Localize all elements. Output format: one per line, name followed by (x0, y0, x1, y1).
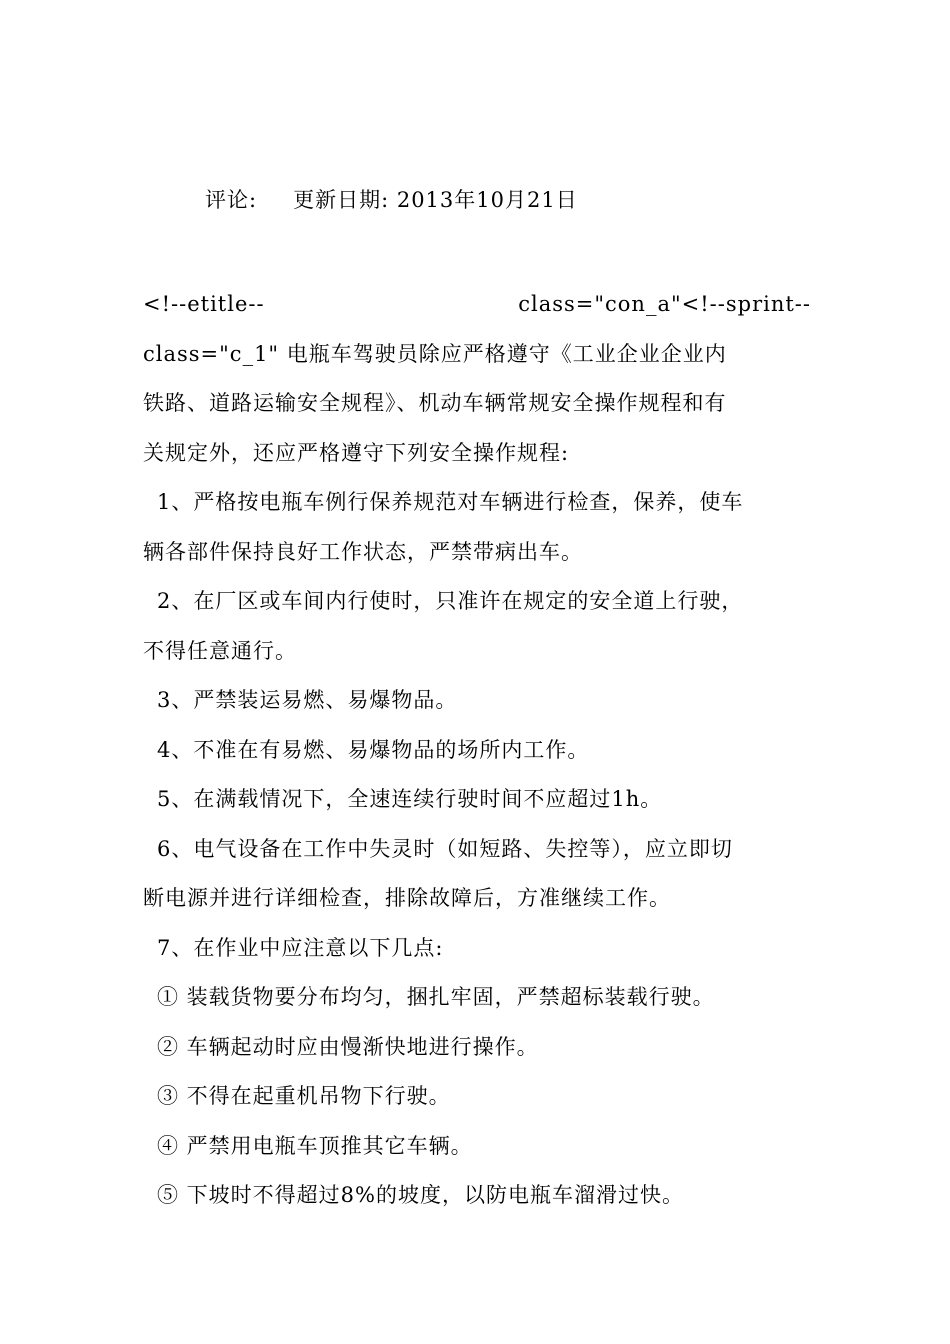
body-text (143, 280, 811, 1221)
rule-6-line-1: 6、电气设备在工作中失灵时（如短路、失控等），应立即切 (157, 836, 733, 861)
subrule-1: ① 装载货物要分布均匀，捆扎牢固，严禁超标装载行驶。 (157, 985, 715, 1009)
meta-line (205, 183, 578, 217)
updated-date: 更新日期: 2013年10月21日 (293, 188, 578, 212)
rule-5: 5、在满载情况下，全速连续行驶时间不应超过1h。 (157, 787, 663, 811)
intro-line-3: 铁路、道路运输安全规程》、机动车辆常规安全操作规程和有 (143, 391, 727, 415)
code-fragment-left: <!--etitle-- (143, 292, 265, 316)
comment-label: 评论: (205, 188, 258, 212)
intro-line-1 (143, 280, 811, 330)
subrule-5: ⑤ 下坡时不得超过8%的坡度，以防电瓶车溜滑过快。 (157, 1183, 684, 1207)
rule-2-line-2: 不得任意通行。 (143, 638, 297, 663)
rule-4: 4、不准在有易燃、易爆物品的场所内工作。 (157, 737, 590, 762)
subrule-3: ③ 不得在起重机吊物下行驶。 (157, 1084, 451, 1108)
rule-7: 7、在作业中应注意以下几点: (157, 935, 444, 960)
rule-1-line-2: 辆各部件保持良好工作状态，严禁带病出车。 (143, 539, 583, 564)
subrule-2: ② 车辆起动时应由慢渐快地进行操作。 (157, 1034, 539, 1059)
intro-line-4: 关规定外，还应严格遵守下列安全操作规程: (143, 440, 570, 465)
rule-1-line-1: 1、严格按电瓶车例行保养规范对车辆进行检查，保养，使车 (157, 490, 744, 514)
rule-2-line-1: 2、在厂区或车间内行使时，只准许在规定的安全道上行驶， (157, 589, 744, 613)
intro-line-2: class="c_1" 电瓶车驾驶员除应严格遵守《工业企业企业内 (143, 341, 727, 366)
rule-6-line-2: 断电源并进行详细检查，排除故障后，方准继续工作。 (143, 886, 671, 910)
code-fragment-right: class="con_a"<!--sprint-- (518, 292, 811, 316)
rule-3: 3、严禁装运易燃、易爆物品。 (157, 688, 458, 712)
subrule-4: ④ 严禁用电瓶车顶推其它车辆。 (157, 1133, 473, 1158)
